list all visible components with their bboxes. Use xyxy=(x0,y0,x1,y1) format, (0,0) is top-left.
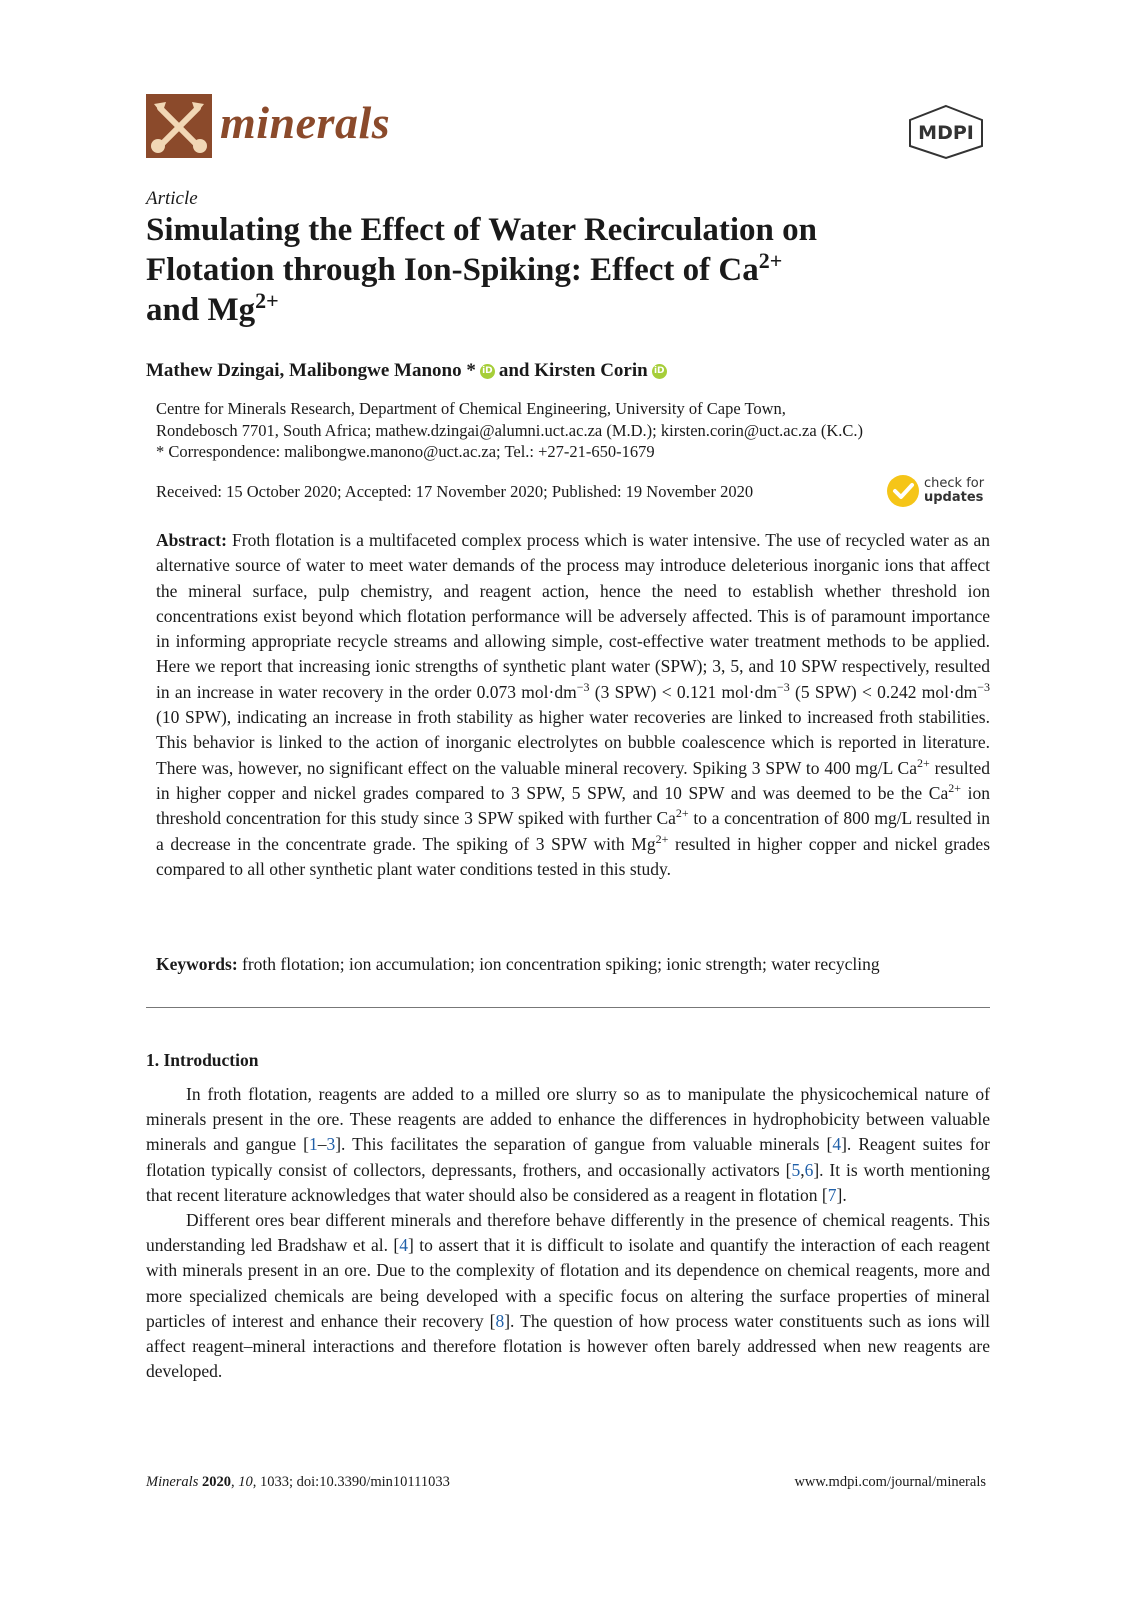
check-updates-line1: check for xyxy=(924,476,985,491)
check-updates-icon xyxy=(886,474,920,508)
introduction-body xyxy=(146,1082,990,1384)
citation-link[interactable]: 5 xyxy=(791,1159,801,1180)
mdpi-logo-icon xyxy=(906,104,986,160)
keywords: Keywords: froth flotation; ion accumulation; ion concentration spiking; ionic strength; water recycling xyxy=(156,954,880,974)
article-type: Article xyxy=(146,188,198,209)
paragraph: In froth flotation, reagents are added to a milled ore slurry so as to manipulate the physicochemical nature of minerals present in the ore. These reagents are added to enhance the differences in hydrophobicity between valuable minerals and gangue [1–3]. This facilitates the separation of gangue from valuable minerals [4]. Reagent suites for flotation typically consist of collectors, depressants, frothers, and occasionally activators [5,6]. It is worth mentioning that recent literature acknowledges that water should also be considered as a reagent in flotation [7]. xyxy=(146,1084,990,1205)
paper-title: Simulating the Effect of Water Recirculation on Flotation through Ion-Spiking: Effect of $Ca^{2+}$ and $Mg^{2+}$ xyxy=(146,212,817,328)
journal-url-link[interactable]: www.mdpi.com/journal/minerals xyxy=(794,1474,986,1490)
orcid-icon[interactable]: iD xyxy=(652,364,667,379)
abstract: Abstract: Froth flotation is a multifaceted complex process which is water intensive. The use of recycled water as an alternative source of water to meet water demands of the process may introduce deleterious inorganic ions that affect the mineral surface, pulp chemistry, and reagent action, hence the need to establish whether threshold ion concentrations exist beyond which flotation performance will be adversely affected. This is of paramount importance in informing appropriate recycle streams and allowing simple, cost-effective water treatment methods to be applied. Here we report that increasing ionic strengths of synthetic plant water (SPW); 3, 5, and 10 SPW respectively, resulted in an increase in water recovery in the order 0.073 $mol\cdot dm^{-3}$ (3 SPW) < 0.121 $mol\cdot dm^{-3}$ (5 SPW) < 0.242 $mol\cdot dm^{-3}$ (10 SPW), indicating an increase in froth stability as higher water recoveries are linked to increased froth stabilities. This behavior is linked to the action of inorganic electrolytes on bubble coalescence which is reported in literature. There was, however, no significant effect on the valuable mineral recovery. Spiking 3 SPW to 400 mg/L $Ca^{2+}$ resulted in higher copper and nickel grades compared to 3 SPW, 5 SPW, and 10 SPW and was deemed to be the $Ca^{2+}$ ion threshold concentration for this study since 3 SPW spiked with further $Ca^{2+}$ to a concentration of 800 mg/L resulted in a decrease in the concentrate grade. The spiking of 3 SPW with $Mg^{2+}$ resulted in higher copper and nickel grades compared to all other synthetic plant water conditions tested in this study. xyxy=(156,530,991,879)
citation-link[interactable]: 7 xyxy=(827,1184,837,1205)
publication-dates: Received: 15 October 2020; Accepted: 17 November 2020; Published: 19 November 2020 xyxy=(156,482,754,501)
keywords-label: Keywords: xyxy=(156,954,238,974)
citation-footer: Minerals 2020, 10, 1033; doi:10.3390/min10111033 xyxy=(146,1474,450,1490)
section-divider xyxy=(146,1007,990,1008)
mdpi-logo-text: MDPI xyxy=(918,122,974,144)
correspondence: * Correspondence: malibongwe.manono@uct.ac.za; Tel.: +27-21-650-1679 xyxy=(156,442,655,461)
section-heading: 1. Introduction xyxy=(146,1050,259,1070)
affiliation: Centre for Minerals Research, Department of Chemical Engineering, University of Cape Town, Rondebosch 7701, South Africa; mathew.dzingai@alumni.uct.ac.za (M.D.); kirsten.corin@uct.ac.za (K.C.) xyxy=(156,399,863,440)
journal-name: minerals xyxy=(220,97,391,148)
check-for-updates-button[interactable] xyxy=(886,474,984,508)
citation-link[interactable]: 4 xyxy=(832,1134,842,1155)
journal-logo-icon xyxy=(146,94,212,158)
orcid-icon[interactable]: iD xyxy=(480,364,495,379)
citation-link[interactable]: 4 xyxy=(399,1235,408,1256)
author-list: Mathew Dzingai, Malibongwe Manono * iD and Kirsten Corin iD xyxy=(146,360,671,382)
citation-link[interactable]: 3 xyxy=(326,1134,336,1155)
abstract-label: Abstract: xyxy=(156,530,227,550)
citation-link[interactable]: 8 xyxy=(495,1310,505,1331)
citation-link[interactable]: 1 xyxy=(308,1134,318,1155)
check-updates-line2: updates xyxy=(924,490,984,505)
paragraph: Different ores bear different minerals and therefore behave differently in the presence of chemical reagents. This understanding led Bradshaw et al. [4] to assert that it is difficult to isolate and quantify the interaction of each reagent with minerals present in an ore. Due to the complexity of flotation and its dependence on chemical reagents, more and more specialized chemicals are being developed with a specific focus on altering the surface properties of mineral particles of interest and enhance their recovery [8]. The question of how process water constituents such as ions will affect reagent–mineral interactions and therefore flotation is however often barely addressed when new reagents are developed. xyxy=(146,1210,990,1382)
citation-link[interactable]: 6 xyxy=(804,1159,814,1180)
